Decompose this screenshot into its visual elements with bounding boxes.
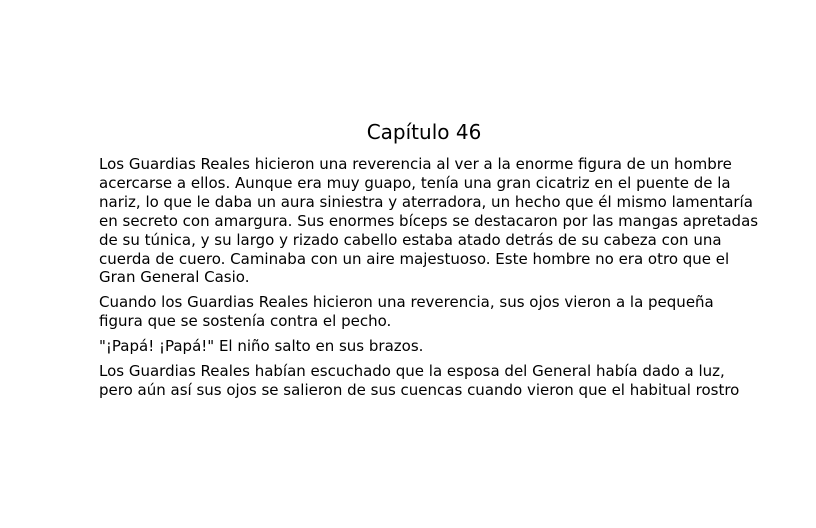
paragraph [99, 362, 739, 400]
text-line: acercarse a ellos. Aunque era muy guapo, tenía una gran cicatriz en el puente de la [99, 173, 731, 192]
text-line: en secreto con amargura. Sus enormes bíceps se destacaron por las mangas apretadas [99, 211, 759, 230]
text-line: "¡Papá! ¡Papá!" El niño salto en sus brazos. [99, 337, 424, 356]
text-line: figura que se sostenía contra el pecho. [99, 312, 392, 331]
text-line: Los Guardias Reales habían escuchado que la esposa del General había dado a luz, [99, 362, 725, 381]
text-line: Gran General Casio. [99, 268, 250, 287]
text-line: Los Guardias Reales hicieron una reverencia al ver a la enorme figura de un hombre [99, 155, 732, 173]
paragraph [99, 155, 759, 287]
paragraph [99, 293, 739, 331]
text-line: cuerda de cuero. Caminaba con un aire majestuoso. Este hombre no era otro que el [99, 249, 730, 268]
text-line: Cuando los Guardias Reales hicieron una reverencia, sus ojos vieron a la pequeña [99, 293, 714, 312]
chapter-title: Capítulo 46 [366, 120, 482, 144]
text-line: de su túnica, y su largo y rizado cabello estaba atado detrás de su cabeza con una [99, 230, 722, 249]
paragraph [99, 337, 739, 356]
text-line: nariz, lo que le daba un aura siniestra y aterradora, un hecho que él mismo lamentaría [99, 192, 753, 211]
chapter-body [99, 155, 759, 406]
text-line: pero aún así sus ojos se salieron de sus cuencas cuando vieron que el habitual rostro [99, 380, 740, 399]
